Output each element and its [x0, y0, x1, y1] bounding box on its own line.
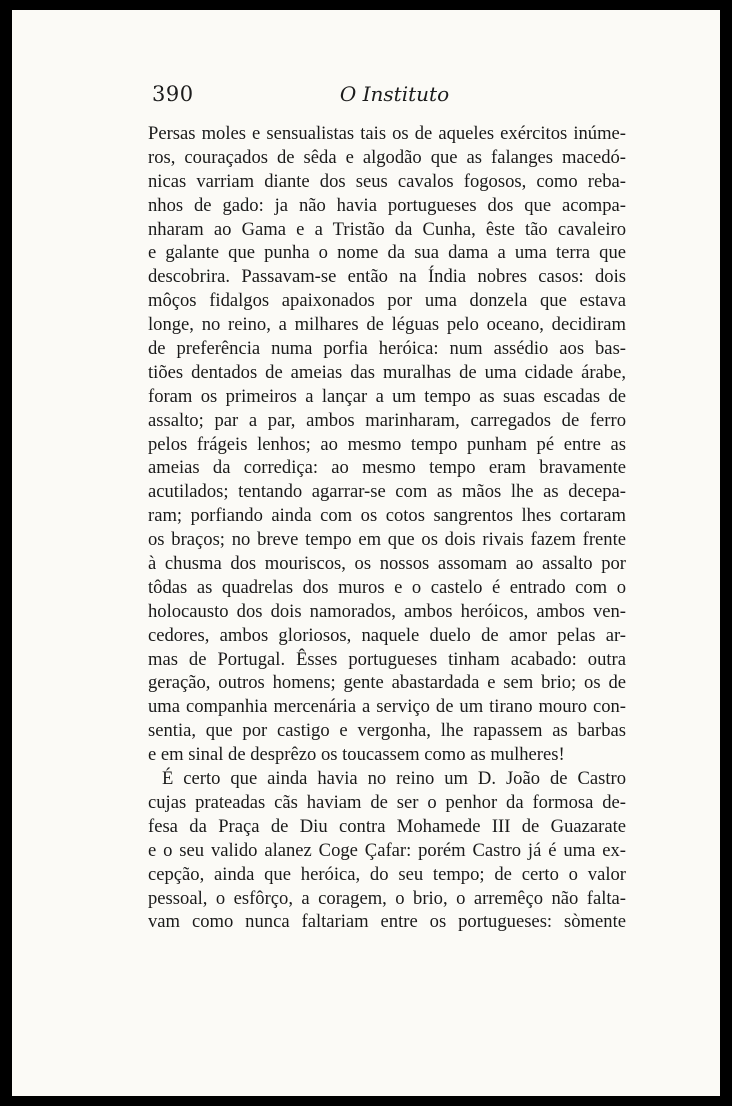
text-line: ros, couraçados de sêda e algodão que as falanges macedó-	[148, 146, 626, 168]
text-line: cujas prateadas cãs haviam de ser o penhor da formosa de-	[148, 791, 626, 813]
text-line: holocausto dos dois namorados, ambos heróicos, ambos ven-	[148, 600, 626, 622]
text-line: É certo que ainda havia no reino um D. João de Castro	[162, 768, 626, 790]
text-line: môços fidalgos apaixonados por uma donzela que estava	[148, 290, 626, 312]
page-header	[152, 82, 637, 116]
text-line: Persas moles e sensualistas tais os de aqueles exércitos inúme-	[148, 123, 626, 144]
text-line: pelos frágeis lenhos; ao mesmo tempo punham pé entre as	[148, 433, 626, 455]
text-line: nhos de gado: ja não havia portugueses dos que acompa-	[148, 194, 626, 216]
text-line: e galante que punha o nome da sua dama a uma terra que	[148, 242, 626, 264]
text-line: tiões dentados de ameias das muralhas de uma cidade árabe,	[148, 361, 626, 383]
text-line: sentia, que por castigo e vergonha, lhe rapassem as barbas	[148, 720, 626, 742]
page-number: 390	[152, 82, 194, 106]
text-line: fesa da Praça de Diu contra Mohamede III de Guazarate	[148, 815, 626, 837]
text-line: ram; porfiando ainda com os cotos sangrentos lhes cortaram	[148, 505, 626, 527]
paragraph-1	[148, 122, 626, 767]
text-line: nharam ao Gama e a Tristão da Cunha, êste tão cavaleiro	[148, 218, 626, 240]
running-title: O Instituto	[339, 82, 450, 106]
text-line: e em sinal de desprêzo os toucassem como as mulheres!	[148, 744, 565, 766]
text-line: pessoal, o esfôrço, a coragem, o brio, o arremêço não falta-	[148, 887, 626, 909]
text-line: cedores, ambos gloriosos, naquele duelo de amor pelas ar-	[148, 624, 626, 646]
text-line: acutilados; tentando agarrar-se com as mãos lhe as decepa-	[148, 481, 626, 503]
text-line: os braços; no breve tempo em que os dois rivais fazem frente	[148, 529, 626, 551]
text-line: nicas varriam diante dos seus cavalos fogosos, como reba-	[148, 170, 626, 192]
paragraph-2	[148, 767, 626, 934]
text-line: foram os primeiros a lançar a um tempo as suas escadas de	[148, 385, 626, 407]
text-line: e o seu valido alanez Coge Çafar: porém Castro já é uma ex-	[148, 839, 626, 861]
text-line: mas de Portugal. Êsses portugueses tinham acabado: outra	[148, 648, 626, 670]
text-line: tôdas as quadrelas dos muros e o castelo é entrado com o	[148, 576, 626, 598]
text-line: descobrira. Passavam-se então na Índia nobres casos: dois	[148, 266, 626, 288]
text-line: cepção, ainda que heróica, do seu tempo; de certo o valor	[148, 863, 626, 885]
text-line: longe, no reino, a milhares de léguas pelo oceano, decidiram	[148, 314, 626, 336]
text-line: ameias da corrediça: ao mesmo tempo eram bravamente	[148, 457, 626, 479]
text-line: à chusma dos mouriscos, os nossos assomam ao assalto por	[148, 553, 626, 575]
text-line: de preferência numa porfia heróica: num assédio aos bas-	[148, 338, 626, 360]
text-line: geração, outros homens; gente abastardada e sem brio; os de	[148, 672, 626, 694]
text-line: vam como nunca faltariam entre os portugueses: sòmente	[148, 911, 626, 933]
text-line: assalto; par a par, ambos marinharam, carregados de ferro	[148, 409, 626, 431]
body-text	[148, 122, 626, 934]
text-line: uma companhia mercenária a serviço de um tirano mouro con-	[148, 696, 626, 718]
